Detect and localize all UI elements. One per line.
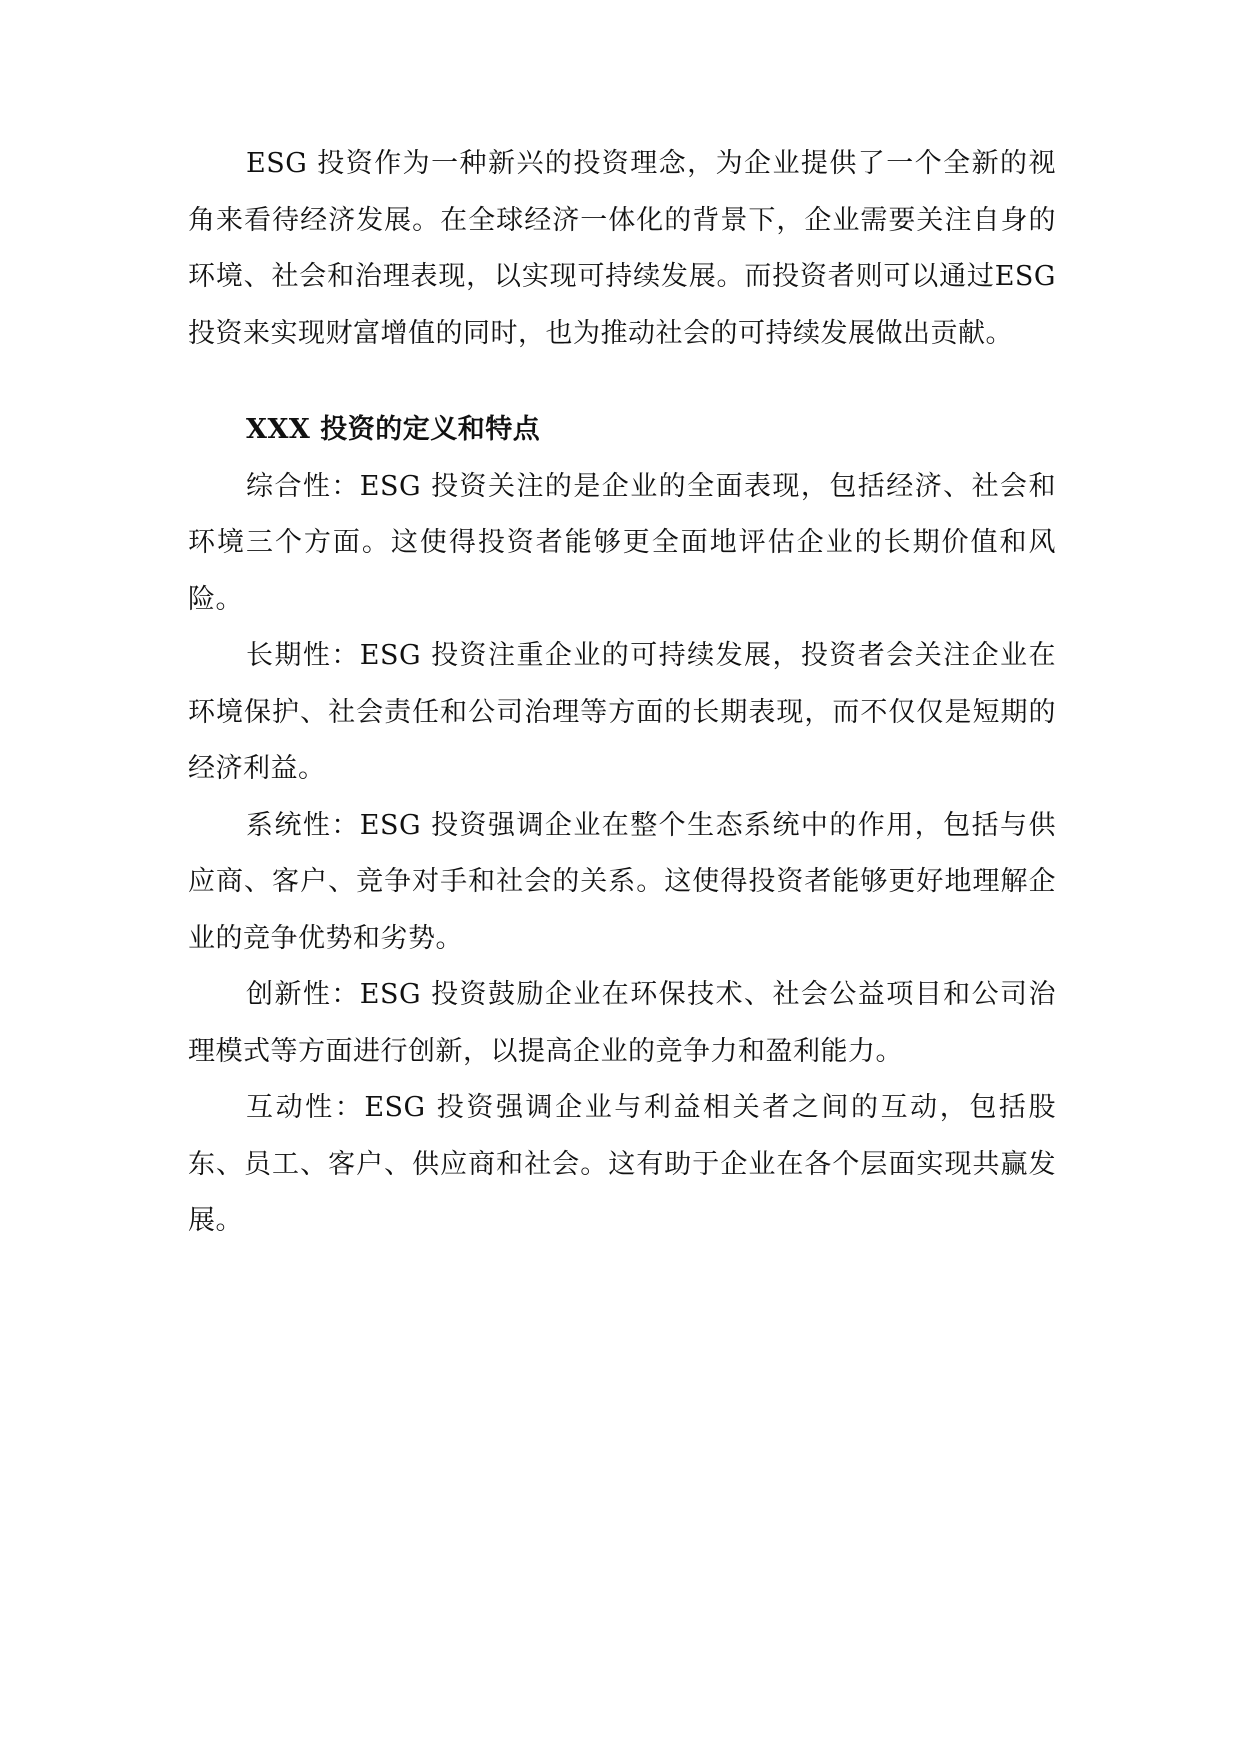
paragraph-long-term: 长期性：ESG 投资注重企业的可持续发展，投资者会关注企业在环境保护、社会责任和公司治理等方面的长期表现，而不仅仅是短期的经济利益。 bbox=[188, 640, 1056, 784]
paragraph-innovative: 创新性：ESG 投资鼓励企业在环保技术、社会公益项目和公司治理模式等方面进行创新，以提高企业的竞争力和盈利能力。 bbox=[188, 979, 1056, 1067]
section-heading: XXX 投资的定义和特点 bbox=[246, 414, 541, 445]
document-page bbox=[188, 136, 1056, 1250]
paragraph-systematic: 系统性：ESG 投资强调企业在整个生态系统中的作用，包括与供应商、客户、竞争对手和社会的关系。这使得投资者能够更好地理解企业的竞争优势和劣势。 bbox=[188, 809, 1056, 954]
paragraph-comprehensive: 综合性：ESG 投资关注的是企业的全面表现，包括经济、社会和环境三个方面。这使得投资者能够更全面地评估企业的长期价值和风险。 bbox=[188, 470, 1056, 615]
paragraph-interactive: 互动性：ESG 投资强调企业与利益相关者之间的互动，包括股东、员工、客户、供应商和社会。这有助于企业在各个层面实现共赢发展。 bbox=[188, 1092, 1056, 1236]
intro-paragraph: ESG 投资作为一种新兴的投资理念，为企业提供了一个全新的视角来看待经济发展。在全球经济一体化的背景下，企业需要关注自身的环境、社会和治理表现，以实现可持续发展。而投资者则可以通过ESG 投资来实现财富增值的同时，也为推动社会的可持续发展做出贡献。 bbox=[188, 148, 1056, 349]
